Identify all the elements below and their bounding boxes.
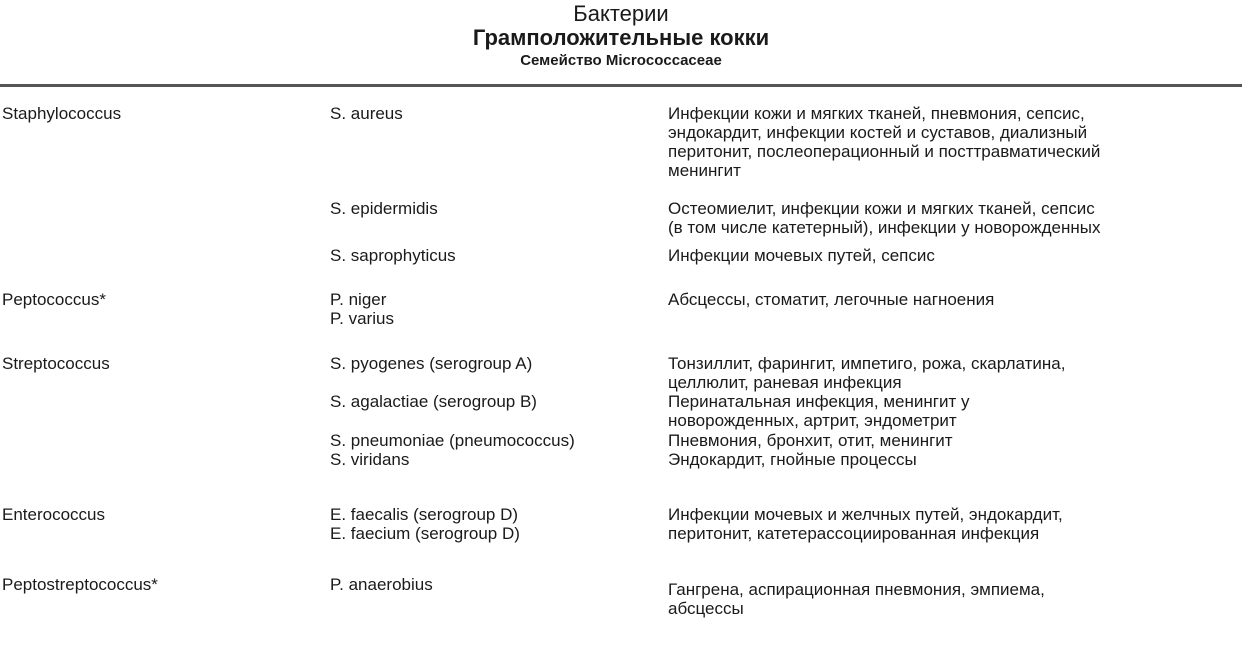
species-s-aureus: S. aureus: [330, 104, 403, 123]
diseases-line: Инфекции мочевых путей, сепсис: [668, 246, 935, 265]
species-s-saprophyticus: S. saprophyticus: [330, 246, 456, 265]
family-title: Семейство Micrococcaceae: [520, 52, 722, 69]
species-e-faecium: E. faecium (serogroup D): [330, 524, 520, 543]
diseases-line: Инфекции кожи и мягких тканей, пневмония, сепсис,: [668, 104, 1085, 123]
species-s-agalactiae: S. agalactiae (serogroup B): [330, 392, 537, 411]
diseases-line: Тонзиллит, фарингит, импетиго, рожа, скарлатина,: [668, 354, 1066, 373]
genus-peptococcus: Peptococcus*: [2, 290, 106, 309]
diseases-line: Перинатальная инфекция, менингит у: [668, 392, 970, 411]
diseases-line: Пневмония, бронхит, отит, менингит: [668, 431, 953, 450]
group-title: Грамположительные кокки: [472, 25, 770, 50]
diseases-line: Гангрена, аспирационная пневмония, эмпиема,: [668, 580, 1045, 599]
diseases-line: Эндокардит, гнойные процессы: [668, 450, 917, 469]
genus-streptococcus: Streptococcus: [2, 354, 110, 373]
genus-enterococcus: Enterococcus: [2, 505, 105, 524]
diseases-line: перитонит, послеоперационный и посттравматический: [668, 142, 1101, 161]
diseases-line: Абсцессы, стоматит, легочные нагноения: [668, 290, 995, 309]
diseases-line: Остеомиелит, инфекции кожи и мягких тканей, сепсис: [668, 199, 1095, 218]
diseases-line: Инфекции мочевых и желчных путей, эндокардит,: [668, 505, 1063, 524]
genus-peptostreptococcus: Peptostreptococcus*: [2, 575, 158, 594]
diseases-line: целлюлит, раневая инфекция: [668, 373, 902, 392]
diseases-line: новорожденных, артрит, эндометрит: [668, 411, 957, 430]
species-p-anaerobius: P. anaerobius: [330, 575, 433, 594]
diseases-line: абсцессы: [668, 599, 744, 618]
section-title: Бактерии: [573, 1, 669, 26]
genus-staphylococcus: Staphylococcus: [2, 104, 122, 123]
diseases-line: менингит: [668, 161, 741, 180]
species-s-epidermidis: S. epidermidis: [330, 199, 438, 218]
species-s-pyogenes: S. pyogenes (serogroup A): [330, 354, 533, 373]
species-s-pneumoniae: S. pneumoniae (pneumococcus): [330, 431, 575, 450]
species-p-niger: P. niger: [330, 290, 387, 309]
diseases-line: эндокардит, инфекции костей и суставов, диализный: [668, 123, 1088, 142]
species-s-viridans: S. viridans: [330, 450, 410, 469]
header-divider: [0, 84, 1242, 87]
diseases-line: (в том числе катетерный), инфекции у новорожденных: [668, 218, 1101, 237]
diseases-line: перитонит, катетерассоциированная инфекция: [668, 524, 1040, 543]
species-e-faecalis: E. faecalis (serogroup D): [330, 505, 519, 524]
species-p-varius: P. varius: [330, 309, 394, 328]
